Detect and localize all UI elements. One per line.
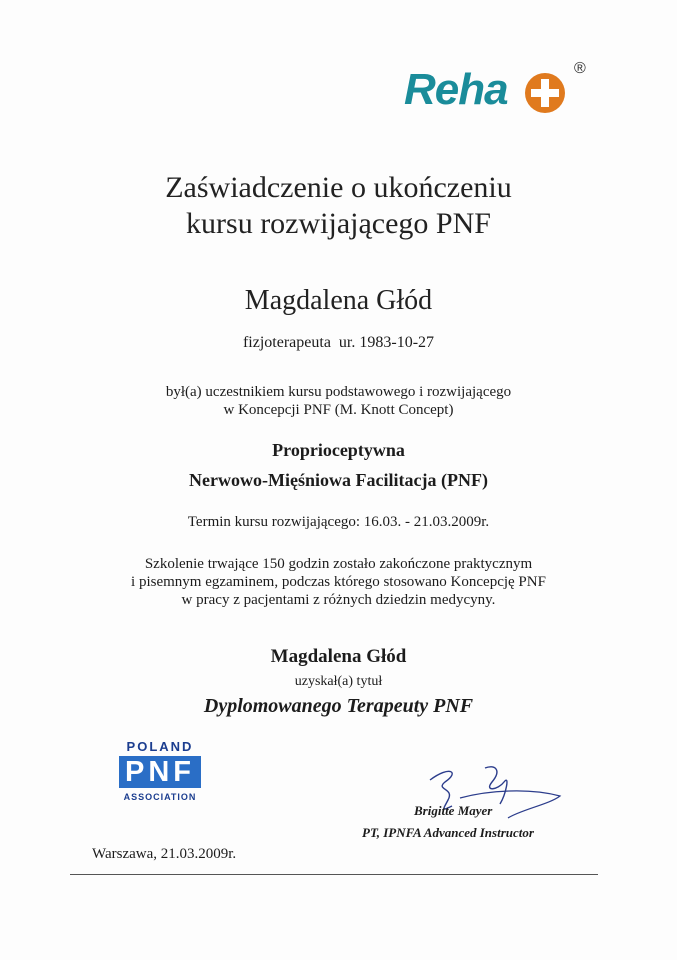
signatory-name: Brigitte Mayer bbox=[414, 803, 493, 818]
registered-mark: ® bbox=[574, 60, 586, 77]
reha-plus-logo bbox=[404, 60, 604, 126]
reha-logo-text: Reha bbox=[404, 65, 508, 114]
course-term: Termin kursu rozwijającego: 16.03. - 21.03.2009r. bbox=[187, 514, 490, 530]
place-and-date: Warszawa, 21.03.2009r. bbox=[92, 846, 237, 862]
course-line-1: Proprioceptywna bbox=[272, 440, 405, 460]
training-line-3: w pracy z pacjentami z różnych dziedzin medycyny. bbox=[181, 592, 496, 608]
participation-text bbox=[0, 383, 677, 419]
participation-line-2: w Koncepcji PNF (M. Knott Concept) bbox=[223, 402, 454, 418]
title-line-1: Zaświadczenie o ukończeniu bbox=[165, 171, 512, 204]
certificate-title bbox=[0, 170, 677, 242]
footer-divider bbox=[70, 874, 598, 875]
participant-name: Magdalena Głód bbox=[244, 285, 433, 316]
course-line-2: Nerwowo-Mięśniowa Facilitacja (PNF) bbox=[189, 470, 488, 490]
participation-line-1: był(a) uczestnikiem kursu podstawowego i rozwijającego bbox=[165, 384, 512, 400]
signatory-role: PT, IPNFA Advanced Instructor bbox=[362, 825, 534, 840]
orange-plus-icon bbox=[524, 72, 566, 114]
training-description bbox=[0, 555, 677, 609]
pnf-logo-poland: POLAND bbox=[126, 739, 194, 754]
training-line-1: Szkolenie trwające 150 godzin zostało zakończone praktycznym bbox=[144, 556, 533, 572]
obtained-label: uzyskał(a) tytuł bbox=[294, 674, 383, 689]
pnf-logo-association: ASSOCIATION bbox=[123, 792, 197, 802]
course-name bbox=[0, 435, 677, 495]
poland-pnf-association-logo bbox=[115, 740, 205, 806]
earned-title: Dyplomowanego Terapeuty PNF bbox=[203, 695, 474, 717]
pnf-logo-box: PNF bbox=[119, 756, 201, 788]
profession-birthdate: fizjoterapeuta ur. 1983-10-27 bbox=[242, 334, 435, 351]
title-line-2: kursu rozwijającego PNF bbox=[186, 207, 491, 240]
training-line-2: i pisemnym egzaminem, podczas którego stosowano Koncepcję PNF bbox=[131, 574, 546, 590]
recipient-name: Magdalena Głód bbox=[270, 646, 407, 667]
